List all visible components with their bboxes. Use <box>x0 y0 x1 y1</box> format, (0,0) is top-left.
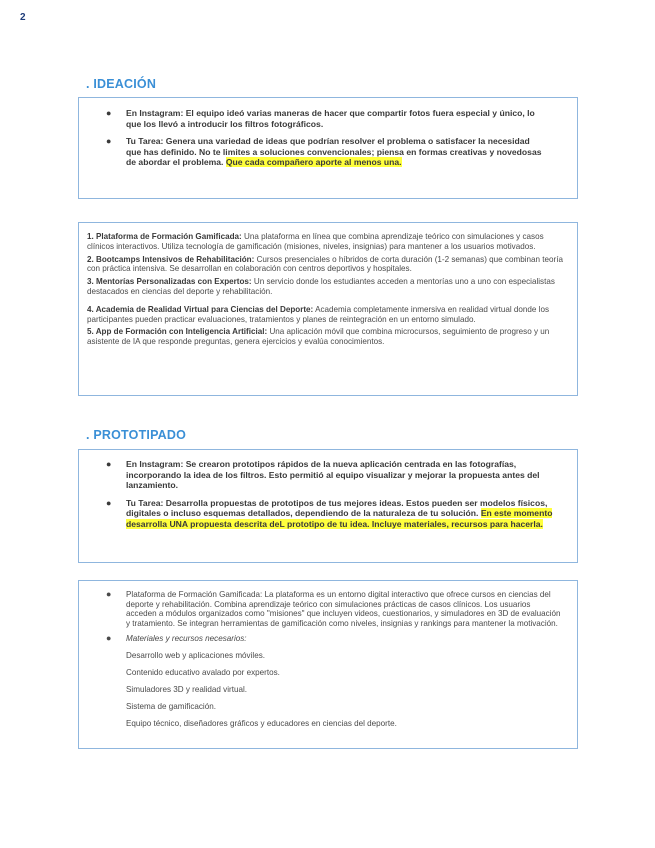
material-item: Equipo técnico, diseñadores gráficos y educadores en ciencias del deporte. <box>126 718 397 728</box>
idea-item <box>87 255 567 275</box>
propuesta-description: Plataforma de Formación Gamificada: La plataforma es un entorno digital interactivo que ofrece cursos en ciencias del deporte y rehabilitación. Combina aprendizaje teórico con simulaciones prácticas de casos clínicos. Los usuarios acceden a módulos organizados como "misiones" que incluyen videos, cuestionarios, y simuladores en 3D de evaluación y tratamiento. Se integran herramientas de gamificación como niveles, insignias y rankings para mantener la motivación. <box>126 590 561 628</box>
page-number: 2 <box>20 12 26 23</box>
bullet-icon: ● <box>106 497 112 508</box>
ideacion-instagram-text: En Instagram: El equipo ideó varias maneras de hacer que compartir fotos fuera especial y único, lo que los llevó a introducir los filtros fotográficos. <box>126 108 535 129</box>
idea-title: 1. Plataforma de Formación Gamificada: <box>87 232 242 241</box>
ideacion-task-bullet <box>79 136 577 168</box>
ideacion-box <box>78 97 578 199</box>
idea-item <box>87 327 567 347</box>
idea-item <box>87 232 567 252</box>
bullet-icon: ● <box>106 633 112 644</box>
prototipado-task-text: Tu Tarea: Desarrolla propuestas de prototipos de tus mejores ideas. Estos pueden ser modelos físicos, digitales o incluso esquemas detallados, dependiendo de la naturaleza de tu solución. <box>126 497 548 519</box>
prototipado-box <box>78 449 578 563</box>
material-item: Simuladores 3D y realidad virtual. <box>126 684 248 694</box>
bullet-icon: ● <box>106 589 112 599</box>
idea-item <box>87 277 567 297</box>
prototipado-instagram-bullet <box>79 459 577 491</box>
materials-heading: Materiales y recursos necesarios: <box>126 634 247 644</box>
idea-text: Cursos presenciales o híbridos de corta duración (1-2 semanas) que combinan teoría con práctica intensiva. Se desarrollan en colaboración con centros deportivos y hospitales. <box>87 254 563 274</box>
idea-title: 3. Mentorías Personalizadas con Expertos: <box>87 277 252 287</box>
ideacion-task-text: Tu Tarea: Genera una variedad de ideas que podrían resolver el problema o satisfacer la necesidad que has definido. No te limites a soluciones convencionales; piensa en formas creativas y novedosas de abordar el problema. <box>126 136 542 168</box>
ideacion-heading: . IDEACIÓN <box>86 77 157 91</box>
propuesta-box <box>78 580 578 749</box>
idea-text: Una plataforma en línea que combina aprendizaje teórico con simulaciones y casos clínicos interactivos. Utiliza tecnología de gamificación (misiones, niveles, insignias) para mantener a los usuarios motivados. <box>87 232 544 251</box>
propuesta-description-bullet <box>79 590 577 628</box>
bullet-icon: ● <box>106 459 112 469</box>
idea-text: Academia completamente inmersiva en realidad virtual donde los participantes pueden practicar evaluaciones, tratamientos y planes de reintegración en un entorno simulado. <box>87 304 550 324</box>
prototipado-task-highlight: En este momento desarrolla UNA propuesta descrita deL prototipo de tu idea. Incluye materiales, recursos para hacerla. <box>126 508 553 529</box>
idea-text: Una aplicación móvil que combina microcursos, seguimiento de progreso y un asistente de IA que responde preguntas, genera ejercicios y evalúa conocimientos. <box>87 327 550 347</box>
prototipado-instagram-text: En Instagram: Se crearon prototipos rápidos de la nueva aplicación centrada en las fotografías, incorporando la idea de los filtros. Esto permitió al equipo visualizar y mejorar la propuesta antes del lanzamiento. <box>126 459 540 491</box>
material-item: Sistema de gamificación. <box>126 701 216 711</box>
ideacion-instagram-bullet <box>79 108 577 129</box>
ideas-box <box>78 222 578 396</box>
bullet-icon: ● <box>106 108 112 118</box>
materials-heading-bullet <box>79 634 577 644</box>
idea-title: 2. Bootcamps Intensivos de Rehabilitación: <box>87 254 255 264</box>
prototipado-task-bullet <box>79 498 577 530</box>
ideacion-task-highlight: Que cada compañero aporte al menos una. <box>225 157 402 168</box>
bullet-icon: ● <box>106 136 112 147</box>
idea-text: Un servicio donde los estudiantes acceden a mentorías uno a uno con especialistas destacados en ciencias del deporte y rehabilitación. <box>87 277 555 296</box>
idea-title: 4. Academia de Realidad Virtual para Ciencias del Deporte: <box>87 304 314 314</box>
material-item: Contenido educativo avalado por expertos. <box>126 667 280 677</box>
idea-item <box>87 305 567 325</box>
prototipado-heading: . PROTOTIPADO <box>86 428 187 442</box>
material-item: Desarrollo web y aplicaciones móviles. <box>126 650 266 660</box>
idea-title: 5. App de Formación con Inteligencia Artificial: <box>87 327 268 337</box>
